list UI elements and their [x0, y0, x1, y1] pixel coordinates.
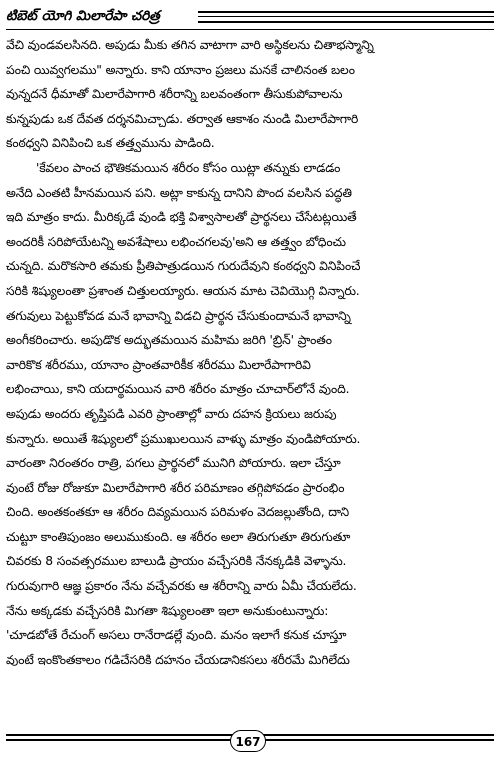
text-line: వుంటే రోజు రోజుకూ మిలారేపాగారి శరీర పరిమాణం తగ్గిపోవడం ప్రారంభిం — [6, 480, 345, 495]
text-line: గురువుగారి ఆజ్ఞ ప్రకారం నేను వచ్చేవరకు ఆ శరీరాన్ని వారు ఏమీ చేయలేదు. — [6, 579, 357, 594]
text-line: చివరకు 8 సంవత్సరముల బాలుడి ప్రాయం వచ్చేసరికి నేనక్కడికి వెళ్ళాను. — [6, 554, 347, 569]
text-line: పంచి యివ్వగలము" అన్నారు. కాని యానాం ప్రజలు మనకే చాలినంత బలం — [6, 62, 355, 77]
text-line: వేచి వుండవలసినది. అపుడు మీకు తగిన వాటాగా వారి అస్థికలను చితాభస్మాన్ని — [6, 38, 374, 52]
text-line: 'చూడబోతే రేచుంగ్ అసలు రానేరాడల్లే వుంది. మనం ఇలాగే కనుక చూస్తూ — [6, 628, 347, 643]
text-line: వున్నదనే ధీమాతో మిలారేపాగారి శరీరాన్ని బలవంతంగా తీసుకుపోవాలను — [6, 87, 343, 102]
text-line: లభించాయి, కాని యదార్థమయిన వారి శరీరం మాత్రం చూచార్‌లోనే వుంది. — [6, 382, 350, 397]
header-rule — [198, 21, 494, 23]
text-line: అందరికీ సరిపోయేటన్ని అవశేషాలు లభించగలవు'అని ఆ తత్త్వం బోధించు — [6, 234, 346, 249]
text-line: అంగీకరించారు. అపుడొక అద్భుతమయిన మహిమ జరిగి 'బ్రిన్' ప్రాంతం — [6, 333, 332, 348]
text-line: చుట్టూ కాంతిపుంజం అలుముకుంది. ఆ శరీరం అలా తిరుగుతూ తిరుగుతూ — [6, 529, 351, 544]
text-line: 'కేవలం పాంచ భౌతికమయిన శరీరం కోసం యిట్లా తన్నుకు లాడడం — [36, 160, 341, 175]
text-line: అపుడు అందరు తృప్తిపడి ఎవరి ప్రాంతాల్లో వారు దహన క్రియలు జరుపు — [6, 406, 337, 421]
book-title: టిబెట్ యోగి మిలారేపా చరిత్ర — [6, 8, 160, 24]
text-line: వారికొక శరీరము, యానాం ప్రాంతవారికీక శరీరము మిలారేపాగారివి — [6, 357, 311, 372]
text-line: నేను అక్కడకు వచ్చేసరికి మిగతా శిష్యులంతా ఇలా అనుకుంటున్నారు: — [6, 603, 329, 618]
header-rule — [198, 16, 494, 17]
text-line: చింది. అంతకంతకూ ఆ శరీరం దివ్యమయిన పరిమళం వెదజల్లుతోంది, దాని — [6, 505, 350, 520]
text-line: సరికి శిష్యులంతా ప్రశాంత చిత్తులయ్యారు. ఆయన మాట చెవియొగ్గి విన్నారు. — [6, 283, 360, 298]
page-body — [6, 33, 494, 672]
text-line: కున్నపుడు ఒక దేవత దర్శనమిచ్చాడు. తర్వాత ఆకాశం నుండి మిలారేపాగారి — [6, 111, 359, 126]
paragraph — [6, 156, 494, 672]
text-line: చున్నది. మరొకసారి తమకు ప్రీతిపాత్రుడయిన గురుదేవుని కంఠధ్వని వినిపించే — [6, 259, 361, 274]
header-rule — [198, 11, 494, 13]
text-line: తగువులు పెట్టుకోవడ మనే భావాన్ని విడచి ప్రార్థన చేసుకుందామనే భావాన్ని — [6, 308, 351, 323]
paragraph — [6, 33, 494, 156]
header-underline — [6, 29, 494, 30]
text-line: ఇది మాత్రం కాదు. మీరిక్కడే వుండి భక్తి విశ్వాసాలతో ప్రార్థనలు చేసేటట్లయితే — [6, 210, 357, 225]
text-line: అనేది ఎంతటి హీనమయిన పని. అట్లా కాకున్న దానిని పొంద వలసిన పద్ధతి — [6, 185, 352, 200]
page-footer — [6, 730, 494, 756]
text-line: కున్నారు. అయితే శిష్యులలో ప్రముఖులయిన వాళ్ళు మాత్రం వుండిపోయారు. — [6, 431, 361, 446]
running-header — [6, 4, 494, 32]
text-line: కంఠధ్వని వినిపించి ఒక తత్త్వమును పాడింది. — [6, 136, 215, 151]
text-line: వుంటే ఇంకొంతకాలం గడిచేసరికి దహనం చేయడానికసలు శరీరమే మిగిలేదు — [6, 652, 350, 667]
page-number: 167 — [230, 730, 266, 752]
text-line: వారంతా నిరంతరం రాత్రి, పగలు ప్రార్థనలో మునిగి పోయారు. ఇలా చేస్తూ — [6, 456, 341, 471]
